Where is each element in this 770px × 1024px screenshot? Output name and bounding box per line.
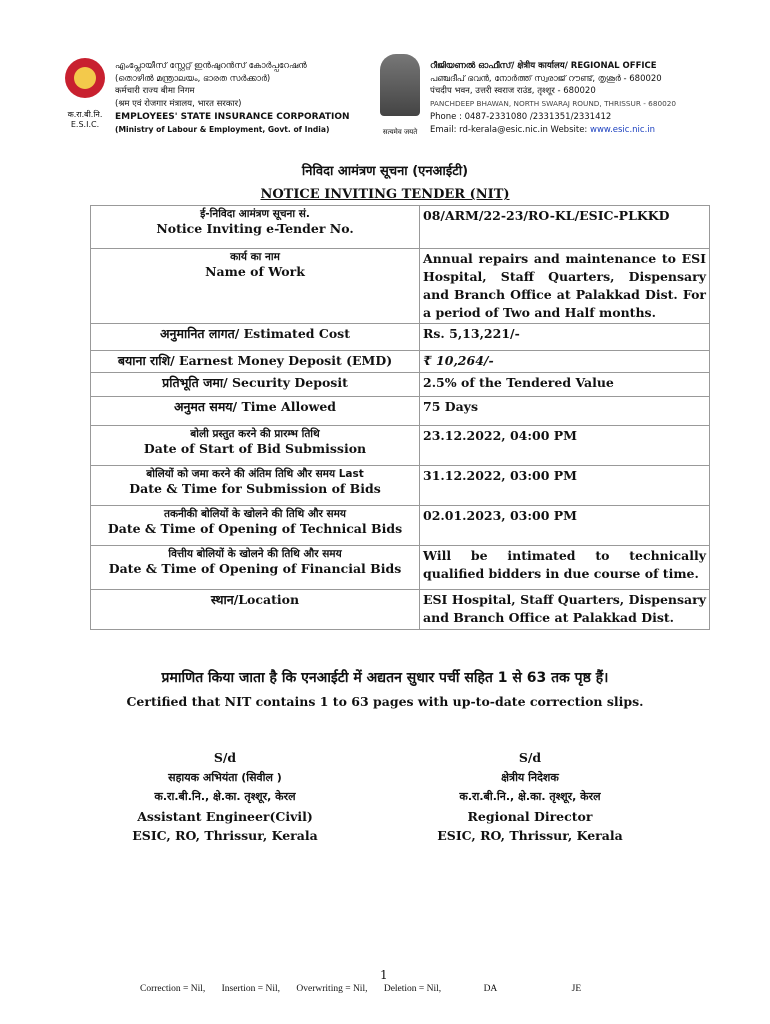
address-english: PANCHDEEP BHAWAN, NORTH SWARAJ ROUND, THRISSUR - 680020 <box>430 99 677 109</box>
certification-hindi: प्रमाणित किया जाता है कि एनआईटी में अद्यतन सुधार पर्ची सहित 1 से 63 तक पृष्ठ हैं। <box>161 670 609 686</box>
office-hindi: क.रा.बी.नि., क्षे.का. तृश्शूर, केरल <box>154 790 296 803</box>
table-row <box>91 506 710 546</box>
security-deposit: 2.5% of the Tendered Value <box>420 373 710 397</box>
row-label <box>91 546 420 590</box>
ministry-hindi: (श्रम एवं रोजगार मंत्रालय, भारत सरकार) <box>115 99 242 110</box>
table-row <box>91 546 710 590</box>
table-row <box>91 324 710 351</box>
footer-correction: Correction = Nil, <box>140 984 206 994</box>
national-emblem <box>372 54 428 144</box>
estimated-cost: Rs. 5,13,221/- <box>420 324 710 351</box>
org-name-english: EMPLOYEES' STATE INSURANCE CORPORATION <box>115 111 350 122</box>
bid-start-date: 23.12.2022, 04:00 PM <box>420 426 710 466</box>
org-name-hindi: कर्मचारी राज्य बीमा निगम <box>115 86 195 97</box>
label-english: स्थान/Location <box>210 592 300 607</box>
footer-je: JE <box>571 984 582 994</box>
website-link[interactable]: www.esic.nic.in <box>590 124 656 135</box>
ministry-english: (Ministry of Labour & Employment, Govt. of India) <box>115 124 330 134</box>
row-label <box>91 426 420 466</box>
logo-abbr <box>55 110 115 130</box>
row-label <box>91 249 420 324</box>
emblem-motto: सत्यमेव जयते <box>382 128 418 136</box>
table-row <box>91 397 710 426</box>
label-hindi: बोली प्रस्तुत करने की प्रारम्भ तिथि <box>190 428 320 440</box>
label-english: अनुमत समय/ Time Allowed <box>173 399 337 414</box>
label-english: Date of Start of Bid Submission <box>143 441 367 456</box>
footer-deletion: Deletion = Nil, <box>383 984 442 994</box>
row-label <box>91 324 420 351</box>
table-row <box>91 351 710 373</box>
table-row <box>91 373 710 397</box>
location: ESI Hospital, Staff Quarters, Dispensary and Branch Office at Palakkad Dist. <box>420 590 710 630</box>
ministry-malayalam: (തൊഴിൽ മന്ത്രാലയം, ഭാരത സർക്കാർ) <box>115 73 271 84</box>
label-hindi: ई-निविदा आमंत्रण सूचना सं. <box>200 208 310 220</box>
certification-english: Certified that NIT contains 1 to 63 pages with up-to-date correction slips. <box>126 694 644 709</box>
address-hindi: पंचदीप भवन, उत्तरी स्वराज राउंड, तृश्शूर - 680020 <box>430 86 596 97</box>
row-label <box>91 206 420 249</box>
email-label: Email: rd-kerala@esic.nic.in Website: <box>430 124 590 135</box>
technical-bid-opening: 02.01.2023, 03:00 PM <box>420 506 710 546</box>
financial-bid-opening: Will be intimated to technically qualified bidders in due course of time. <box>420 546 710 590</box>
org-header <box>115 60 375 136</box>
email-website-line <box>430 124 730 137</box>
label-hindi: बोलियों को जमा करने की अंतिम तिथि और समय Last <box>146 468 364 480</box>
time-allowed: 75 Days <box>420 397 710 426</box>
row-label <box>91 506 420 546</box>
title-english: NOTICE INVITING TENDER (NIT) <box>260 187 510 202</box>
row-label <box>91 466 420 506</box>
footer-insertion: Insertion = Nil, <box>221 984 281 994</box>
name-of-work: Annual repairs and maintenance to ESI Hospital, Staff Quarters, Dispensary and Branch Office at Palakkad Dist. For a period of Two and Half months. <box>420 249 710 324</box>
footer-overwriting: Overwriting = Nil, <box>296 984 368 994</box>
label-english: Date & Time for Submission of Bids <box>129 481 381 496</box>
tender-number: 08/ARM/22-23/RO-KL/ESIC-PLKKD <box>420 206 710 249</box>
label-hindi: वित्तीय बोलियों के खोलने की तिथि और समय <box>168 548 342 560</box>
address-malayalam: പഞ്ചദീപ് ഭവൻ, നോർത്ത് സ്വരാജ് റൗണ്ട്, തൃശൂർ - 680020 <box>430 73 662 84</box>
office-english: ESIC, RO, Thrissur, Kerala <box>437 828 623 843</box>
label-english: बयाना राशि/ Earnest Money Deposit (EMD) <box>117 353 393 368</box>
phone-number: Phone : 0487-2331080 /2331351/2331412 <box>430 111 612 122</box>
designation-hindi: क्षेत्रीय निदेशक <box>501 770 559 784</box>
row-label <box>91 373 420 397</box>
designation-hindi: सहायक अभियंता (सिवील ) <box>168 770 282 784</box>
signature-assistant-engineer <box>95 748 355 846</box>
office-header <box>430 60 730 136</box>
office-hindi: क.रा.बी.नि., क्षे.का. तृश्शूर, केरल <box>459 790 601 803</box>
label-english: Name of Work <box>205 264 305 279</box>
table-row <box>91 426 710 466</box>
table-row <box>91 590 710 630</box>
table-row <box>91 466 710 506</box>
bid-end-date: 31.12.2022, 03:00 PM <box>420 466 710 506</box>
row-label <box>91 397 420 426</box>
label-english: अनुमानित लागत/ Estimated Cost <box>160 326 350 341</box>
table-row <box>91 249 710 324</box>
signed-mark: S/d <box>213 750 237 765</box>
label-hindi: कार्य का नाम <box>230 251 280 263</box>
table-row <box>91 206 710 249</box>
label-hindi: तकनीकी बोलियों के खोलने की तिथि और समय <box>163 508 347 520</box>
label-english: Notice Inviting e-Tender No. <box>156 221 354 236</box>
page-number: 1 <box>380 968 388 982</box>
label-english: Date & Time of Opening of Financial Bids <box>108 561 402 576</box>
row-label <box>91 590 420 630</box>
label-english: Date & Time of Opening of Technical Bids <box>107 521 403 536</box>
org-name-malayalam: എംപ്ലോയീസ് സ്റ്റേറ്റ് ഇൻഷുറൻസ് കോർപ്പറേഷൻ <box>115 61 307 71</box>
designation-english: Assistant Engineer(Civil) <box>137 808 313 824</box>
correction-footer <box>140 984 595 994</box>
designation-english: Regional Director <box>467 808 593 824</box>
title-hindi: निविदा आमंत्रण सूचना (एनआईटी) <box>301 164 469 179</box>
lion-capital-icon <box>380 54 420 116</box>
emd-amount: ₹ 10,264/- <box>420 351 710 373</box>
signed-mark: S/d <box>518 750 542 765</box>
nit-table <box>90 205 710 630</box>
office-title: റീജിയണൽ ഓഫീസ്/ क्षेत्रीय कार्यालय/ REGIONAL OFFICE <box>430 61 657 71</box>
esic-logo-block <box>55 58 115 130</box>
label-english: प्रतिभूति जमा/ Security Deposit <box>162 375 348 390</box>
esic-logo-icon <box>65 58 105 98</box>
signature-regional-director <box>400 748 660 846</box>
footer-da: DA <box>483 984 498 994</box>
row-label <box>91 351 420 373</box>
logo-abbr-english: E.S.I.C. <box>70 120 100 129</box>
office-english: ESIC, RO, Thrissur, Kerala <box>132 828 318 843</box>
logo-abbr-hindi: क.रा.बी.नि. <box>67 110 103 119</box>
